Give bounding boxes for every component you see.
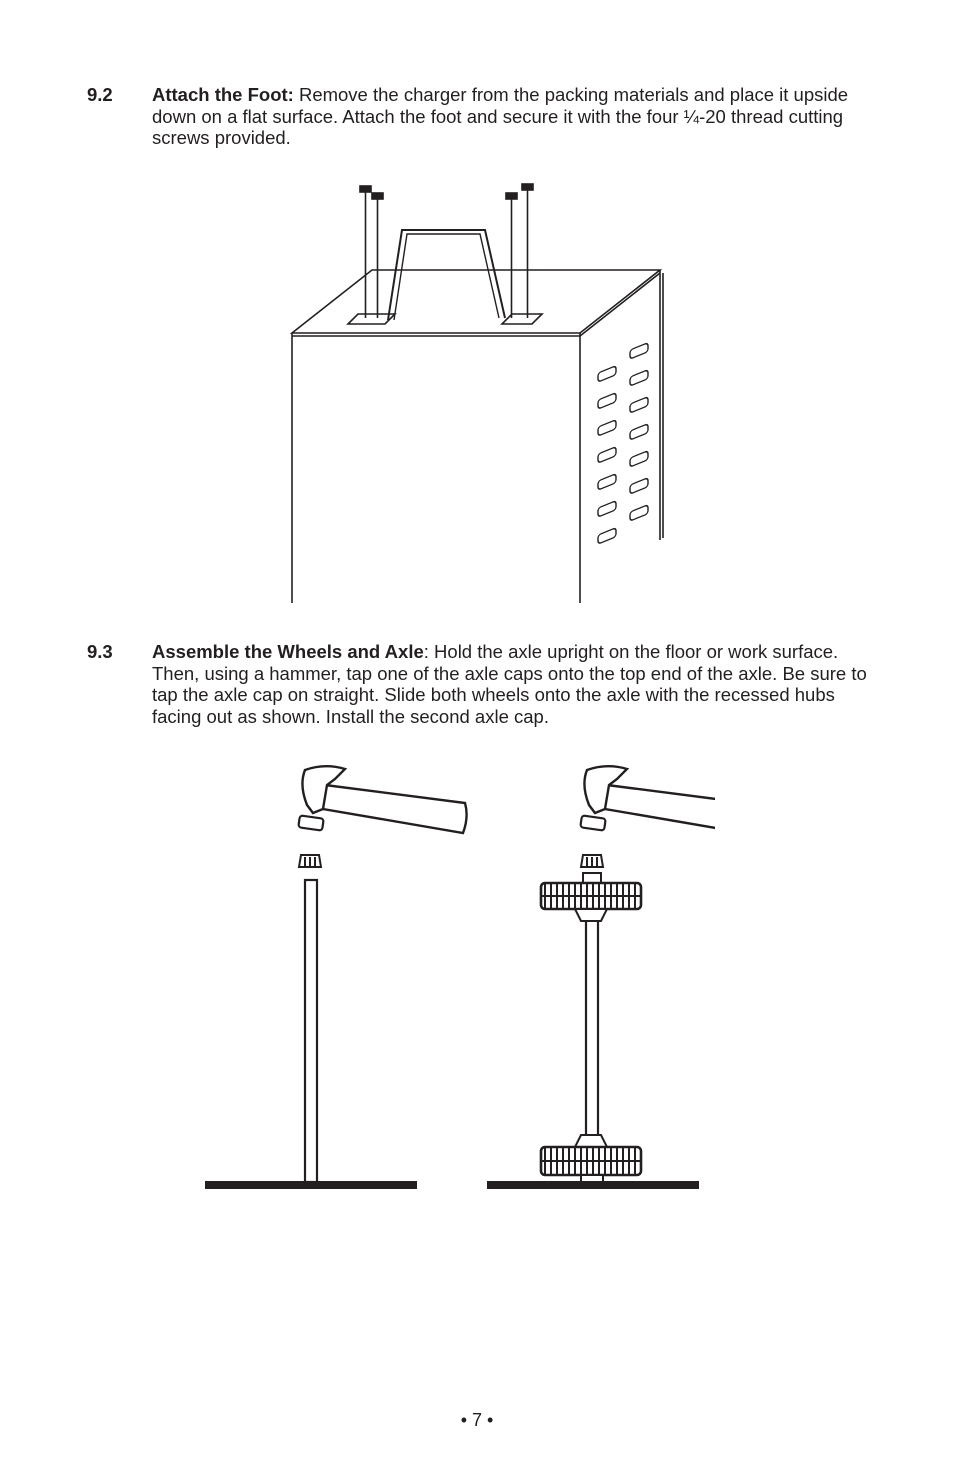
step-body xyxy=(152,641,872,727)
axle-cap-icon xyxy=(581,855,603,867)
floor-line xyxy=(487,1181,699,1189)
floor-line xyxy=(205,1181,417,1189)
hammer-icon xyxy=(580,766,715,833)
step-heading: Assemble the Wheels and Axle xyxy=(152,641,424,662)
wheel-icon xyxy=(541,1135,641,1182)
step-heading: Attach the Foot: xyxy=(152,84,294,105)
step-number: 9.3 xyxy=(87,641,113,662)
hammer-icon xyxy=(298,766,466,833)
step-number: 9.2 xyxy=(87,84,113,105)
wheels-axle-illustration xyxy=(195,755,715,1195)
charger-foot-illustration xyxy=(280,178,670,608)
page-number: • 7 • xyxy=(460,1410,494,1430)
step-text: : Hold the axle upright on the floor or work surface. Then, using a hammer, tap one of the axle caps onto the top end of the axle. Be sure to tap the axle cap on straight. Slide both wheels onto the axle with the recessed hubs facing out as shown. Install the second axle cap. xyxy=(152,641,867,727)
step-text: Remove the charger from the packing materials and place it upside down on a flat surface. Attach the foot and secure it with the four ¼-20 thread cutting screws provided. xyxy=(152,84,849,148)
axle-cap-icon xyxy=(299,855,321,867)
step-body xyxy=(152,84,872,149)
vent-slots xyxy=(598,343,648,544)
wheel-icon xyxy=(541,873,641,921)
